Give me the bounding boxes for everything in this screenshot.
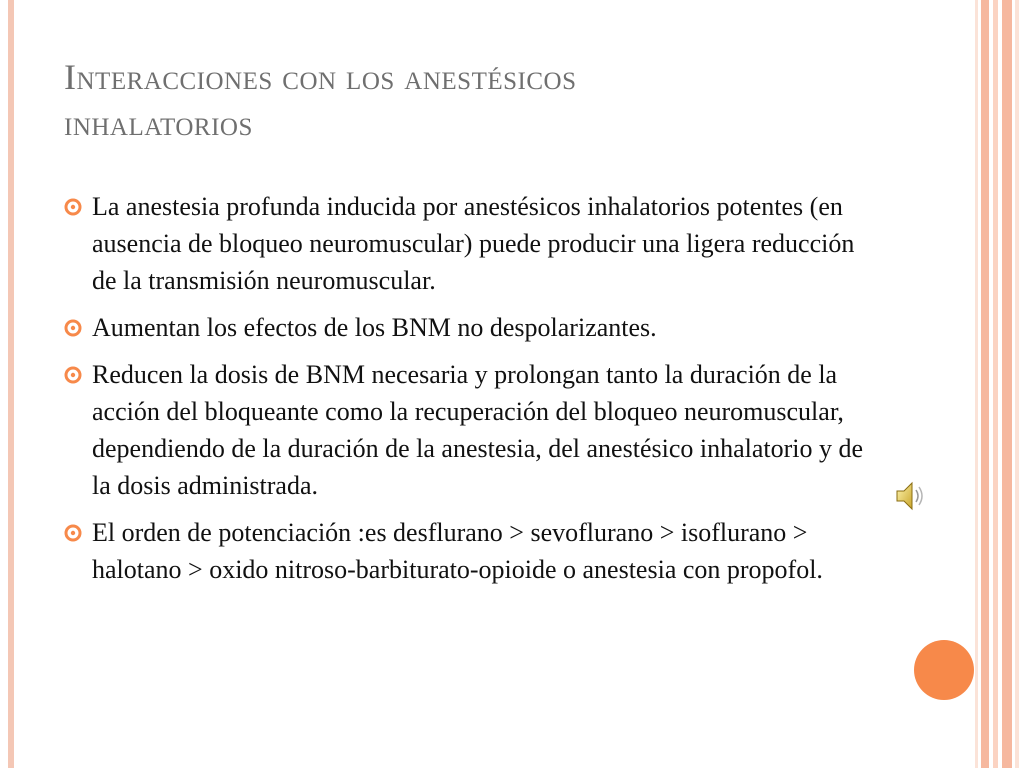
circle-bullet-icon: [64, 319, 82, 337]
bullet-list: [64, 188, 884, 598]
left-border-stripe: [8, 0, 14, 768]
bullet-text: El orden de potenciación :es desflurano > sevoflurano > isoflurano > halotano > oxido nitroso-barbiturato-opioide o anestesia con propofol.: [92, 518, 823, 584]
bullet-item: [64, 188, 884, 299]
bullet-text: Aumentan los efectos de los BNM no despolarizantes.: [92, 313, 657, 342]
speaker-icon[interactable]: [894, 478, 928, 514]
circle-bullet-icon: [64, 524, 82, 542]
bullet-item: [64, 309, 884, 346]
slide-title: [64, 54, 944, 146]
right-border-stripe: [975, 0, 978, 768]
right-border-stripe: [1002, 0, 1012, 768]
right-border-stripe: [1015, 0, 1019, 768]
right-border-stripe: [981, 0, 989, 768]
right-border-stripe: [993, 0, 998, 768]
bullet-item: [64, 356, 884, 504]
slide-title-line-2: inhalatorios: [64, 103, 253, 143]
bullet-item: [64, 514, 884, 588]
slide-title-line-1: Interacciones con los anestésicos: [64, 57, 577, 97]
circle-bullet-icon: [64, 198, 82, 216]
bullet-text: La anestesia profunda inducida por anestésicos inhalatorios potentes (en ausencia de bloqueo neuromuscular) puede producir una ligera reducción de la transmisión neuromuscular.: [92, 192, 855, 295]
decorative-orange-circle: [914, 640, 974, 700]
bullet-text: Reducen la dosis de BNM necesaria y prolongan tanto la duración de la acción del bloqueante como la recuperación del bloqueo neuromuscular, dependiendo de la duración de la anestesia, del anestésico inhalatorio y de la dosis administrada.: [92, 360, 864, 500]
circle-bullet-icon: [64, 366, 82, 384]
